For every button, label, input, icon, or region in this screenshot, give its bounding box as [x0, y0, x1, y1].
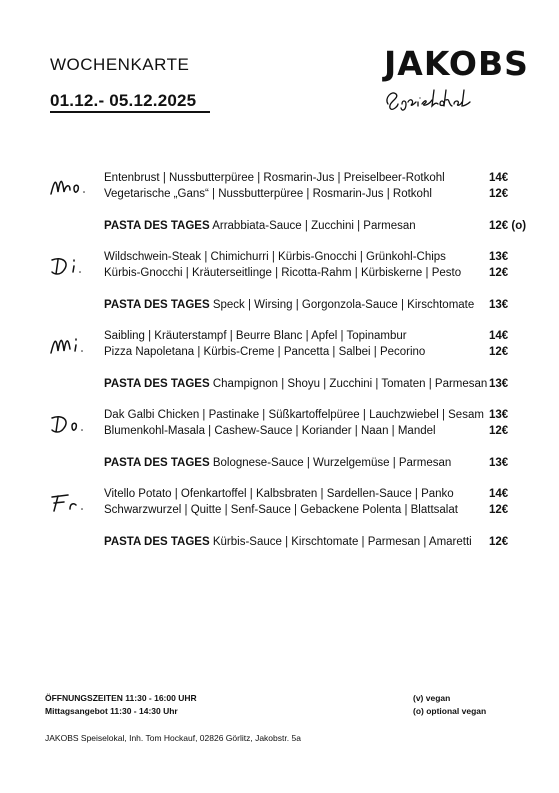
brand-logo: JAKOBS: [384, 44, 529, 83]
pasta-text: Champignon | Shoyu | Zucchini | Tomaten | Parmesan: [212, 378, 488, 390]
day-signature-friday: [48, 489, 98, 517]
dish-line: Blumenkohl-Masala | Cashew-Sauce | Koriander | Naan | Mandel: [104, 425, 436, 437]
dish-line: Kürbis-Gnocchi | Kräuterseitlinge | Ricotta-Rahm | Kürbiskerne | Pesto: [104, 267, 462, 279]
day-signature-thursday: [48, 410, 98, 438]
day-signature-monday: [48, 172, 98, 200]
pasta-line: [104, 299, 474, 311]
dish-price: 13€: [489, 409, 509, 421]
dish-line: Vegetarische „Gans“ | Nussbutterpüree | Rosmarin-Jus | Rotkohl: [104, 188, 432, 200]
dish-price: 14€: [489, 172, 509, 184]
pasta-price: 13€: [489, 299, 509, 311]
pasta-line: [104, 378, 487, 390]
pasta-text: Arrabbiata-Sauce | Zucchini | Parmesan: [212, 220, 416, 232]
pasta-price: 12€: [489, 536, 509, 548]
dish-line: Wildschwein-Steak | Chimichurri | Kürbis-Gnocchi | Grünkohl-Chips: [104, 251, 446, 263]
dish-line: Entenbrust | Nussbutterpüree | Rosmarin-Jus | Preiselbeer-Rotkohl: [104, 172, 445, 184]
pasta-text: Speck | Wirsing | Gorgonzola-Sauce | Kirschtomate: [212, 299, 475, 311]
pasta-line: [104, 220, 416, 232]
dish-line: Schwarzwurzel | Quitte | Senf-Sauce | Gebackene Polenta | Blattsalat: [104, 504, 458, 516]
dish-price: 12€: [489, 504, 509, 516]
lunch-hours: Mittagsangebot 11:30 - 14:30 Uhr: [45, 706, 178, 716]
brand-script-logo: [384, 84, 508, 114]
opening-hours: ÖFFNUNGSZEITEN 11:30 - 16:00 UHR: [45, 693, 197, 703]
dish-line: Saibling | Kräuterstampf | Beurre Blanc | Apfel | Topinambur: [104, 330, 407, 342]
dish-line: Dak Galbi Chicken | Pastinake | Süßkartoffelpüree | Lauchzwiebel | Sesam: [104, 409, 484, 421]
dish-price: 12€: [489, 346, 509, 358]
pasta-label: PASTA DES TAGES: [104, 457, 210, 469]
day-signature-wednesday: [48, 331, 98, 359]
dish-price: 13€: [489, 251, 509, 263]
pasta-text: Kürbis-Sauce | Kirschtomate | Parmesan | Amaretti: [212, 536, 472, 548]
pasta-price: 13€: [489, 378, 509, 390]
dish-price: 14€: [489, 488, 509, 500]
imprint: JAKOBS Speiselokal, Inh. Tom Hockauf, 02826 Görlitz, Jakobstr. 5a: [45, 733, 301, 743]
pasta-price: 12€ (o): [489, 220, 527, 232]
dish-price: 12€: [489, 188, 509, 200]
day-signature-tuesday: [48, 252, 98, 280]
dish-price: 12€: [489, 425, 509, 437]
legend-vegan: (v) vegan: [413, 693, 451, 703]
pasta-price: 13€: [489, 457, 509, 469]
pasta-line: [104, 536, 472, 548]
pasta-line: [104, 457, 451, 469]
dish-line: Vitello Potato | Ofenkartoffel | Kalbsbraten | Sardellen-Sauce | Panko: [104, 488, 454, 500]
dish-price: 12€: [489, 267, 509, 279]
pasta-text: Bolognese-Sauce | Wurzelgemüse | Parmesan: [212, 457, 452, 469]
dish-line: Pizza Napoletana | Kürbis-Creme | Pancetta | Salbei | Pecorino: [104, 346, 426, 358]
date-range: 01.12.- 05.12.2025: [50, 91, 197, 110]
legend-optional-vegan: (o) optional vegan: [413, 706, 487, 716]
pasta-label: PASTA DES TAGES: [104, 220, 210, 232]
pasta-label: PASTA DES TAGES: [104, 536, 210, 548]
menu-title: WOCHENKARTE: [50, 55, 190, 74]
date-underline: [50, 111, 210, 113]
dish-price: 14€: [489, 330, 509, 342]
pasta-label: PASTA DES TAGES: [104, 299, 210, 311]
pasta-label: PASTA DES TAGES: [104, 378, 210, 390]
